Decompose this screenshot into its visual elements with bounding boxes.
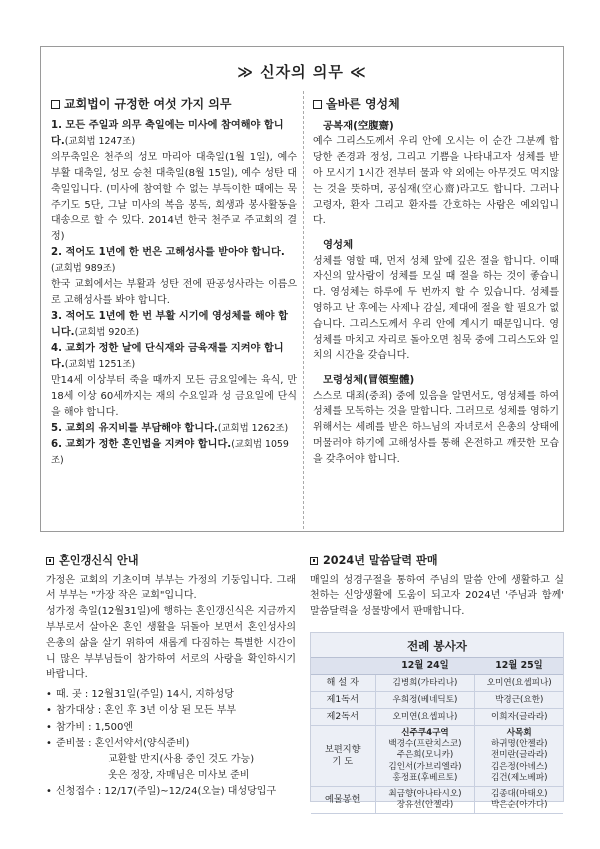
wedding-intro: 가정은 교회의 기초이며 부부는 가정의 기둥입니다. 그래서 부부는 "가장 작은 교회"입니다. <box>46 574 296 602</box>
wedding-intro-2: 성가정 축일(12월31일)에 행하는 혼인갱신식은 지금까지 부부로서 살아온 혼인 생활을 뒤돌아 보면서 혼인성사의 은총의 삶을 살기 위하여 새롭게 다짐하는 특별한 시간이니 많은 부부님들이 참가하여 서로의 사랑을 확인하시기 바랍니다. <box>46 606 296 681</box>
table-row-offering: 예물봉헌 최금향(아나타시오) 장유선(안젤라) 김종대(마태오) 박은순(아가다) <box>311 786 563 813</box>
communion-text: 성체를 영할 때, 먼저 성체 앞에 깊은 절을 합니다. 이때 자신의 앞사람이 성체를 모실 때 절을 하는 것이 좋습니다. 영성체는 하루에 두 번까지 할 수 있습니다. 성체를 영하고 난 후에는 사제나 감실, 제대에 절을 할 필요가 없습니다. 그리스도께서 우리 안에 계시기 때문입니다. 영성체를 마치고 자리로 돌아오면 침묵 중에 그리스도와 일치의 시간을 갖습니다. <box>313 255 559 362</box>
wedding-time: • 때. 곳 : 12월31일(주일) 14시, 지하성당 <box>46 687 296 703</box>
wedding-renewal-section <box>46 552 296 801</box>
column-divider <box>303 91 304 529</box>
rule-6: 6. 교회가 정한 혼인법을 지켜야 합니다.(교회법 1059조) <box>51 438 289 466</box>
wedding-details <box>46 687 296 752</box>
wedding-target: • 참가대상 : 혼인 후 3년 이상 된 모든 부부 <box>46 703 296 719</box>
wedding-prep: • 준비물 : 혼인서약서(양식준비) <box>46 736 296 752</box>
page-title: ≫ 신자의 의무 ≪ <box>237 63 367 81</box>
sacrilege-text: 스스로 대죄(중죄) 중에 있음을 알면서도, 영성체를 하여 성체를 모독하는 것을 말합니다. 그러므로 성체를 영하기 위해서는 세례를 받은 하느님의 자녀로서 은총의 상태에 머물러야 하기에 고해성사를 통해 온전하고 깨끗한 모습을 갖추어야 합니다. <box>313 390 559 465</box>
rule-4: 4. 교회가 정한 날에 단식재와 금육재를 지켜야 합니다.(교회법 1251조) 만14세 이상부터 죽을 때까지 모든 금요일에는 육식, 만18세 이상 60세까지는 재의 수요일과 성 금요일에 단식을 해야 합니다. <box>51 342 297 418</box>
rule-2: 2. 적어도 1년에 한 번은 고해성사를 받아야 합니다.(교회법 989조) 한국 교회에서는 부활과 성탄 전에 판공성사라는 이름으로 고해성사를 봐야 합니다. <box>51 246 297 306</box>
square-bullet-icon <box>46 557 54 565</box>
calendar-text: 매일의 성경구절을 통하여 주님의 말씀 안에 생활하고 실천하는 신앙생활에 도움이 되고자 2024년 '주님과 함께' 말씀달력을 성물방에서 판매합니다. <box>310 574 564 618</box>
rule-1: 1. 모든 주일과 의무 축일에는 미사에 참여해야 합니다.(교회법 1247조) 의무축일은 천주의 성모 마리아 대축일(1월 1일), 예수 부활 대축일, 성모 승천 대축일(8월 15일), 예수 성탄 대축일입니다. (미사에 참여할 수 없는 부득이한 때에는 묵주기도 5단, 그날 미사의 복음 봉독, 희생과 봉사활동을 대송으로 할 수 있다. 2014년 한국 천주교 주교회의 결정) <box>51 119 297 243</box>
roster-col-24: 12월 24일 <box>375 658 475 675</box>
calendar-heading: 2024년 말씀달력 판매 <box>310 552 564 570</box>
table-row: 제2독서 오미연(요셉피나) 이희자(글라라) <box>311 709 563 726</box>
table-row-prayer: 보편지향 기 도 신주쿠4구역 백경수(프란치스코) 주은희(모니카) 김인서(가브리엘라) 홍정표(후베르토) 사목회 하귀명(안젤라) 전미란(글라라) 김은정(아녜스) 김건(제노베파) <box>311 726 563 787</box>
roster-col-25: 12월 25일 <box>475 658 563 675</box>
square-bullet-icon <box>310 557 318 565</box>
checkbox-icon <box>313 100 322 109</box>
communion-heading: 올바른 영성체 <box>313 95 559 114</box>
duties-panel <box>40 46 564 532</box>
communion-guide <box>313 95 559 468</box>
calendar-section <box>310 552 564 620</box>
fasting-heading: 공복재(空腹齋) <box>323 119 394 132</box>
roster-title: 전례 봉사자 <box>406 639 468 653</box>
wedding-fee: • 참가비 : 1,500엔 <box>46 720 296 736</box>
sacrilege-heading: 모령성체(冒領聖體) <box>323 374 415 387</box>
checkbox-icon <box>51 100 60 109</box>
fasting-text: 예수 그리스도께서 우리 안에 오시는 이 순간 그분께 합당한 존경과 정성, 그리고 기쁨을 나타내고자 성체를 받아 모시기 1시간 전부터 물과 약 외에는 아무것도 먹지않는 것을 뜻하며, 공심재(空心齋)라고도 합니다. 그러나 고령자, 환자 그리고 환자를 간호하는 사람은 예외입니다. <box>313 136 559 227</box>
table-row: 제1독서 우희정(베네딕토) 박경근(요한) <box>311 692 563 709</box>
canon-law-heading: 교회법이 규정한 여섯 가지 의무 <box>51 95 297 114</box>
wedding-heading: 혼인갱신식 안내 <box>46 552 296 570</box>
rule-3: 3. 적어도 1년에 한 번 부활 시기에 영성체를 해야 합니다.(교회법 920조) <box>51 310 288 338</box>
wedding-prep-2: 교환할 반지(사용 중인 것도 가능) <box>108 754 255 766</box>
rule-5: 5. 교회의 유지비를 부담해야 합니다.(교회법 1262조) <box>51 422 289 434</box>
roster-table <box>311 657 563 814</box>
table-row: 해 설 자 김병희(가타리나) 오미연(요셉피나) <box>311 675 563 692</box>
liturgy-roster <box>310 632 564 811</box>
canon-law-duties <box>51 95 297 469</box>
communion-sub-heading: 영성체 <box>323 239 354 252</box>
wedding-prep-3: 옷은 정장, 자매님은 미사보 준비 <box>108 770 250 782</box>
wedding-apply: • 신청접수 : 12/17(주일)~12/24(오늘) 대성당입구 <box>46 784 296 800</box>
